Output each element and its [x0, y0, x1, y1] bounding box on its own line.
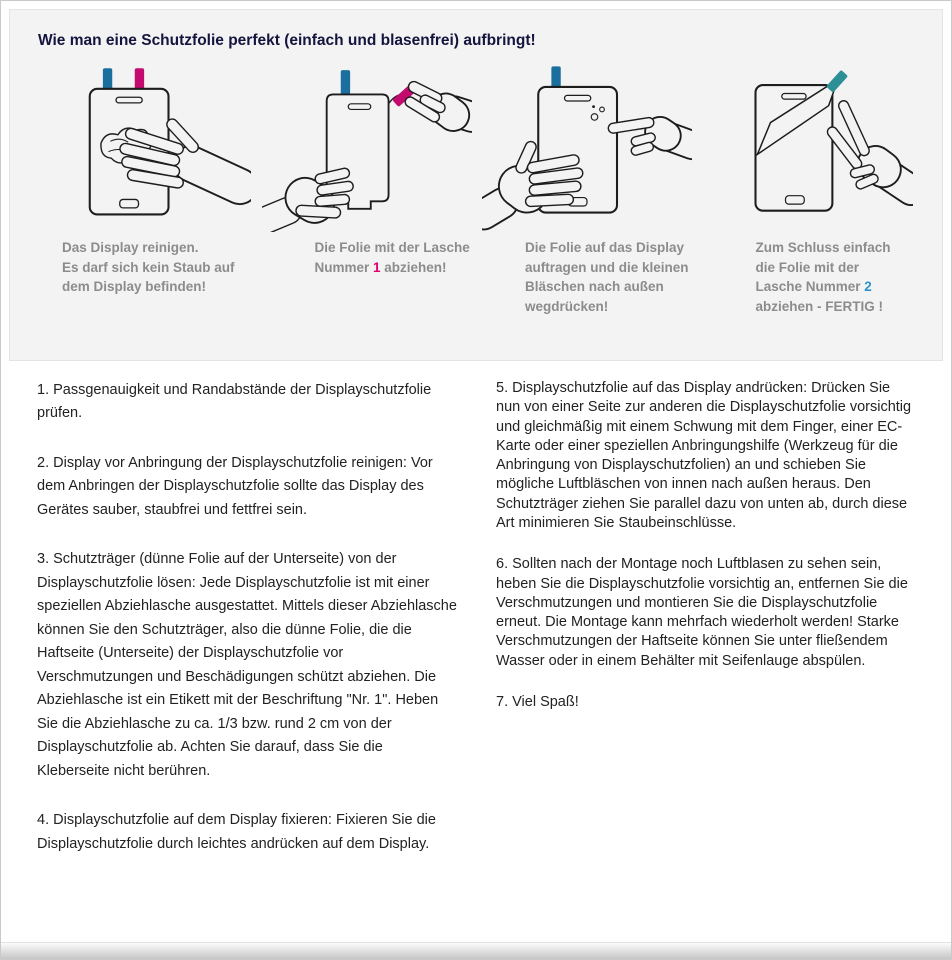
instructions-left-column [37, 379, 458, 882]
pinching-hand-icon [410, 87, 472, 117]
step-4-column [698, 60, 919, 316]
instruction-illustration-panel [9, 9, 943, 361]
hand-icon [126, 124, 240, 186]
pulling-hand-icon [832, 106, 911, 190]
wiping-hand-icon [614, 123, 693, 151]
step-4-caption: Zum Schluss einfach die Folie mit der Lasche Nummer 2 abziehen - FERTIG ! [755, 240, 891, 314]
tab-1-blue-icon [341, 70, 350, 94]
illustration-row [36, 60, 918, 316]
step-3-caption: Die Folie auf das Display auftragen und die kleinen Bläschen nach außen wegdrücken! [525, 240, 689, 314]
step-1-column [36, 60, 257, 316]
step-2-caption: Die Folie mit der Lasche Nummer 1 abziehen! [314, 240, 470, 275]
instructions-right-column [496, 379, 917, 882]
step-3-column [477, 60, 698, 316]
footer-gradient-bar [1, 942, 951, 959]
instruction-paragraph-4: 4. Displayschutzfolie auf dem Display fixieren: Fixieren Sie die Displayschutzfolie durch leichtes andrücken auf dem Display. [37, 812, 436, 852]
instruction-paragraph-6: 6. Sollten nach der Montage noch Luftblasen zu sehen sein, heben Sie die Displayschutzfolie vorsichtig an, entfernen Sie die Verschmutzungen und montieren Sie die Displayschutzfolie erneut. Die Montage kann mehrfach wiederholt werden! Starke Verschmutzungen der Haftseite können Sie unter fließendem Wasser oder in einem Behälter mit Seifenlauge abspülen. [496, 556, 908, 669]
apply-foil-illustration-icon [482, 60, 692, 232]
holding-hand-icon [266, 173, 349, 220]
instructions-text [1, 361, 951, 882]
tab-number-2: 2 [864, 279, 872, 295]
holding-hand-icon [484, 147, 578, 215]
instruction-paragraph-5: 5. Displayschutzfolie auf das Display andrücken: Drücken Sie nun von einer Seite zur anderen die Displayschutzfolie vorsichtig und gleichmäßig mit einem Schwung mit dem Finger, einer EC-Karte oder einer speziellen Anbringungshilfe (Werkzeug für die Anbringung von Displayschutzfolien) an und schieben Sie mögliche Luftbläschen von innen nach außen heraus. Den Schutzträger ziehen Sie parallel dazu von unten ab, durch diese Art minimieren Sie Staubeinschlüsse. [496, 380, 912, 531]
instruction-paragraph-3: 3. Schutzträger (dünne Folie auf der Unterseite) von der Displayschutzfolie lösen: Jede Displayschutzfolie ist mit einer speziellen Abziehlasche ausgestattet. Mittels dieser Abziehlasche können Sie den Schutzträger, also die dünne Folie, die die Haftseite (Unterseite) der Displayschutzfolie vor Verschmutzungen und Beschädigungen schützt abziehen. Die Abziehlasche ist ein Etikett mit der Beschriftung "Nr. 1". Heben Sie die Abziehlasche zu ca. 1/3 bzw. rund 2 cm von der Displayschutzfolie ab. Achten Sie darauf, dass Sie die Kleberseite nicht berühren. [37, 551, 457, 779]
tab-2-teal-icon [826, 70, 848, 93]
tab-1-blue-icon [552, 66, 561, 89]
tab-number-1: 1 [373, 259, 381, 275]
page-title: Wie man eine Schutzfolie perfekt (einfach und blasenfrei) aufbringt! [38, 32, 536, 49]
peel-tab1-illustration-icon [262, 60, 472, 232]
instruction-paragraph-7: 7. Viel Spaß! [496, 693, 579, 710]
peel-tab2-illustration-icon [703, 60, 913, 232]
clean-display-illustration-icon [41, 60, 251, 232]
step-2-column [257, 60, 478, 316]
instruction-paragraph-2: 2. Display vor Anbringung der Displayschutzfolie reinigen: Vor dem Anbringen der Displayschutzfolie sollte das Display des Gerätes sauber, staubfrei und fettfrei sein. [37, 454, 433, 518]
step-1-caption: Das Display reinigen. Es darf sich kein Staub auf dem Display befinden! [62, 240, 235, 295]
instruction-paragraph-1: 1. Passgenauigkeit und Randabstände der Displayschutzfolie prüfen. [37, 382, 432, 422]
